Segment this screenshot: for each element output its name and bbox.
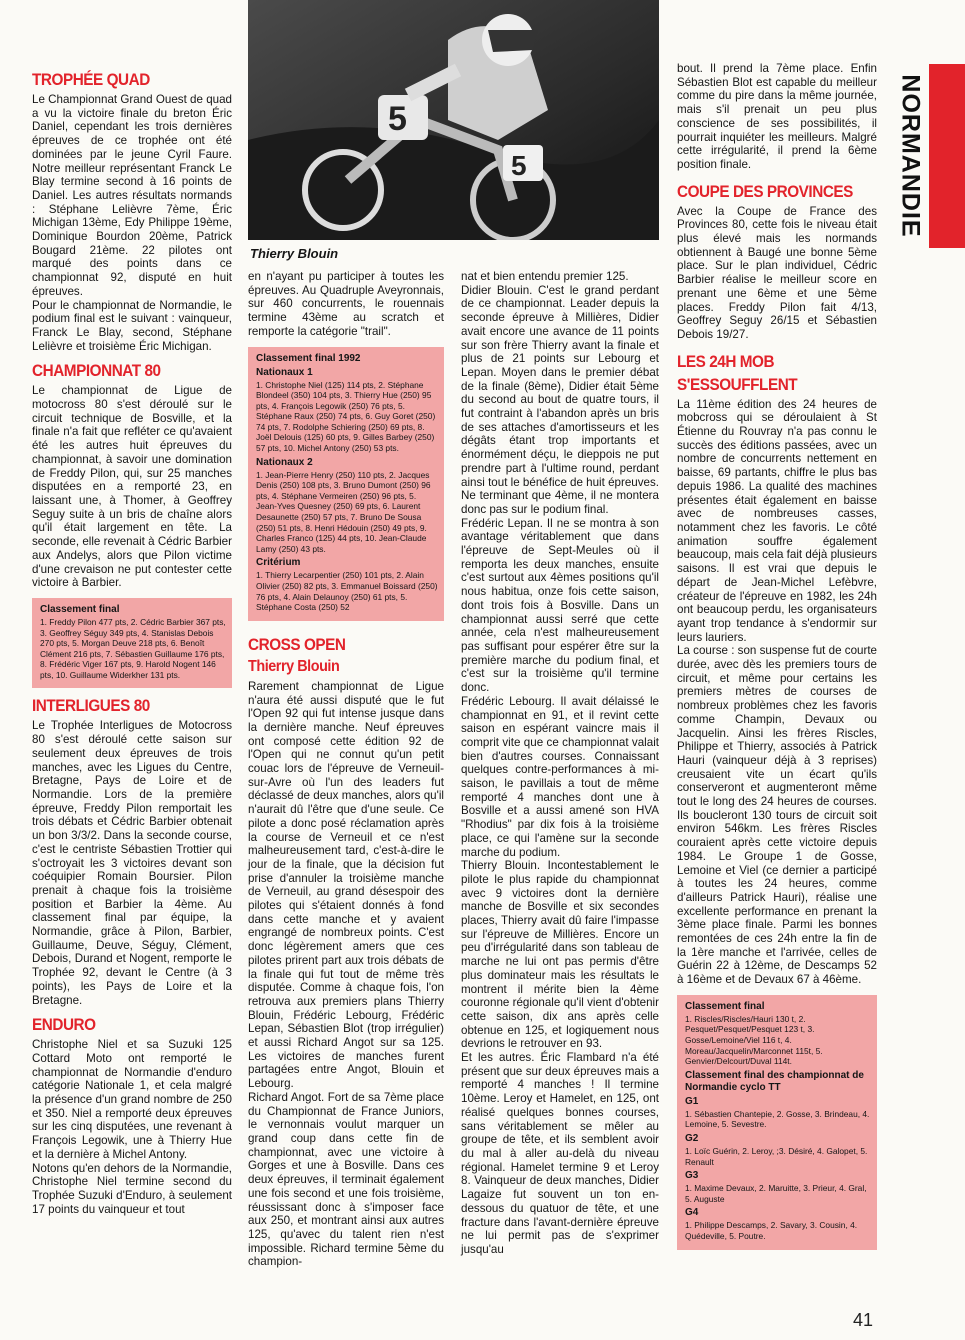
heading-trophee-quad: TROPHÉE QUAD	[32, 70, 150, 89]
heading-championnat-80: CHAMPIONNAT 80	[32, 361, 161, 381]
paragraph: La course : son suspense fut de courte durée, avec dès les premiers tours de circuit, et même pour certains les premiers mètres de courses de nombreux problèmes chez les favoris comme Champin, Devaux ou Jacquelin. Ainsi les frères Riscles, Philippe et Thierry, associés à Patrick Hauri (vainqueur déjà à 3 reprises) creusaient vite un écart qu'ils conserveront et augmenteront même tout le long des 24 heures de courses. Ils boucleront 130 tours de circuit soit environ 546km. Les frères Riscles couraient après cette victoire depuis 1984. Le Groupe 1 de Gosse, Lemoine et Viel (ce dernier a participé à toutes les 24 heures, comme d'ailleurs Patrick Hauri), réalise une excellente performance en prenant la 3ème place finale. Parmi les bonnes remontées de ces 24h entre la fin de la 1ère manche et l'arrivée, celles de Guérin 22 à 12ème, de Descamps 52 à 16ème et de Devaux 67 à 46ème.	[677, 644, 877, 987]
heading-thierry-blouin: Thierry Blouin	[248, 657, 340, 675]
paragraph: Le Championnat Grand Ouest de quad a vu la victoire finale du breton Éric Daniel, cependant les trois dernières épreuves de ce trophée ont été dominées par le jeune Cyril Faure. Notre meilleur représentant Franck Le Blay termine second à 16 points de Daniel. Les autres résultats normands : Stéphane Lelièvre 7ème, Éric Michigan 13ème, Edy Philippe 19ème, Dominique Bourdon 20ème, Patrick Bougard 21ème. 22 pilotes ont marqué des points dans ce championnat 92, disputé en huit épreuves.	[32, 93, 232, 298]
paragraph: Pour le championnat de Normandie, le podium final est le suivant : vainqueur, Franck Le Blay, second, Stéphane Lelièvre et troisième Éric Michigan.	[32, 298, 232, 353]
paragraph: bout. Il prend la 7ème place. Enfin Sébastien Blot est capable du meilleur comme du pire dans la même journée, mais s'il prenait un peu plus conscience de ses possibilités, il pourrait inquiéter les meilleurs. Malgré cette irrégularité, il prend la 6ème position finale.	[677, 62, 877, 171]
paragraph: Frédéric Lebourg. Il avait délaissé le championnat en 91, et il revint cette saison en espérant vaincre mais il comprit vite que ce championnat valait bien d'autres courses. Connaissant quelques contre-performances à mi-saison, le pavillais a tout de même remporté 4 manches dont une à Bosville et a aussi amené son HVA "Rhodius" par dix fois à la troisième place, ce qui l'amène sur la seconde marche du podium.	[461, 694, 659, 859]
results-box-text: 1. Riscles/Riscles/Hauri 130 t, 2. Pesquet/Pesquet/Pesquet 123 t, 3. Gosse/Lemoine/Viel 116 t, 4. Moreau/Jacquelin/Marconnet 115t, 5. Genvier/Delcourt/Duval 114t.	[685, 1013, 823, 1067]
results-box-text: 1. Jean-Pierre Henry (250) 110 pts, 2. Jacques Denis (250) 108 pts, 3. Bruno Dumont (250) 96 pts, 4. Stéphane Vermeiren (250) 96 pts, 5. Jean-Yves Quesney (250) 69 pts, 6. Laurent Desaunette (250) 57 pts, 7. Bruno De Sousa (250) 51 pts, 8. Henri Hédouin (250) 49 pts, 9. Charles Franco (125) 44 pts, 10. Jean-Claude Lamy (250) 43 pts.	[256, 469, 431, 554]
bike-number-side: 5	[511, 150, 527, 181]
heading-interligues-80: INTERLIGUES 80	[32, 696, 150, 716]
results-box-text: 1. Maxime Devaux, 2. Maruitte, 3. Prieur, 4. Gral, 5. Auguste	[685, 1183, 867, 1204]
paragraph: nat et bien entendu premier 125.	[461, 270, 629, 283]
results-box-text: 1. Freddy Pilon 477 pts, 2. Cédric Barbier 367 pts, 3. Geoffrey Séguy 349 pts, 4. Stanislas Debois 270 pts, 5. Morgan Deuve 218 pts, 6. Benoît Clément 216 pts, 7. Sébastien Guillaume 176 pts, 8. Frédéric Viger 167 pts, 9. Harold Nogent 146 pts, 10. Guillaume Widerkher 131 pts.	[40, 616, 226, 680]
paragraph: en n'ayant pu participer à toutes les épreuves. Au Quadruple Aveyronnais, sur 460 concurrents, le rouennais termine 43ème au scratch et remporte la catégorie "trail".	[248, 270, 444, 338]
column-2	[248, 270, 444, 1269]
results-box-title: Classement final	[40, 603, 120, 615]
results-box-title: Classement final des championnat de Normandie cyclo TT	[685, 1069, 864, 1093]
results-box-text: 1. Sébastien Chantepie, 2. Gosse, 3. Brindeau, 4. Lemoine, 5. Sevestre.	[685, 1108, 870, 1130]
paragraph: Didier Blouin. C'est le grand perdant de ce championnat. Leader depuis la seconde épreuve à Millières, Didier avait encore une avance de 11 points sur son frère Thierry avant la finale et plus de 21 points sur Lebourg et Lepan. Moyen dans le premier débat de la finale (8ème), Didier était 5ème du second au bout de quatre tours, il fut contraint à l'abandon après un bris de ses attaches d'amortisseurs et les dégâts étant trop importants et énormément déçu, le dieppois ne put prendre part à l'ultime round, perdant ainsi tout le bénéfice de huit épreuves. Ne terminant que 4ème, il ne montera donc pas sur le podium final.	[461, 283, 659, 516]
paragraph: Notons qu'en dehors de la Normandie, Christophe Niel termine second du Trophée Suzuki d'Enduro, à seulement 17 points du vainqueur et tout	[32, 1161, 232, 1216]
heading-cross-open: CROSS OPEN	[248, 634, 346, 654]
heading-24h-mob: LES 24H MOB	[677, 351, 775, 371]
results-box-text: 1. Philippe Descamps, 2. Savary, 3. Cousin, 4. Quédeville, 5. Poutre.	[685, 1220, 858, 1242]
results-box-title: Classement final	[685, 1000, 765, 1012]
results-box-title: Classement final 1992	[256, 352, 361, 364]
section-label-text: NORMANDIE	[896, 74, 925, 238]
results-box	[677, 995, 877, 1250]
paragraph: Avec la Coupe de France des Provinces 80, cette fois le niveau était plus élevé mais les normands obtiennent à Baugé une bonne 5ème place. Sur le plan individuel, Cédric Barbier réalise le meilleur score en prenant une 6ème et une 5ème places. Freddy Pilon fait 4/13, Geoffrey Seguy 26/15 et Sébastien Debois 19/27.	[677, 204, 877, 341]
paragraph: Le championnat de Ligue de motocross 80 s'est déroulé sur le circuit technique de Bosville, et la finale n'a fait que refléter ce qu'avaient été les autres huit épreuves du championnat, à savoir une domination de Freddy Pilon, qui, sur 25 manches disputées en a remporté 23, en laissant une, à Thomer, à Geoffrey Seguy suite à un bris de chaîne alors qu'il était largement en tête. La seconde, elle revenait à Cédric Barbier aux Andelys, alors que Pilon victime d'une crevaison ne put contester cette victoire à Barbier.	[32, 384, 232, 590]
heading-coupe-des-provinces: COUPE DES PROVINCES	[677, 181, 853, 201]
paragraph: Christophe Niel et sa Suzuki 125 Cottard Moto ont remporté le championnat de Normandie d'enduro catégorie Nationale 1, et cela malgré la présence d'un grand nombre de 250 et 350. Niel a remporté deux épreuves sur les cinq disputées, une revenant à François Legowik, une à Thierry Hue et la dernière à Michel Antony.	[32, 1038, 232, 1161]
page-number: 41	[853, 1310, 874, 1330]
results-subtitle: G3	[685, 1170, 699, 1182]
results-subtitle: Critérium	[256, 557, 301, 569]
paragraph: Le Trophée Interligues de Motocross 80 s'est déroulé cette saison sur seulement deux épreuves de trois manches, avec les Ligues du Centre, Bretagne, Pays de Loire et de Normandie. Lors de la première épreuve, Freddy Pilon remportait les trois débats et Cédric Barbier obtenait un bon 3/3/2. Dans la seconde course, c'est le centriste Sébastien Trottier qui s'octroyait les 3 victoires devant son coéquipier Romain Boursier. Pilon prenait à chaque fois la troisième position et Barbier la 4ème. Au classement final par équipe, la Normandie, grâce à Pilon, Barbier, Guillaume, Deuve, Séguy, Clément, Debois, Durand et Nogent, remporte le Trophée 92, devant le Centre (à 3 points), les Pays de Loire et la Bretagne.	[32, 719, 232, 1007]
results-box-text: 1. Loïc Guérin, 2. Leroy, ;3. Désiré, 4. Galopet, 5. Renault	[685, 1146, 868, 1167]
results-subtitle: Nationaux 2	[256, 456, 313, 468]
column-3	[461, 270, 659, 1257]
results-subtitle: G4	[685, 1207, 699, 1219]
rider-photo	[248, 0, 659, 240]
results-box	[248, 347, 444, 621]
results-box-text: 1. Christophe Niel (125) 114 pts, 2. Stéphane Blondeel (350) 104 pts, 3. Thierry Hue (250) 95 pts, 4. François Legowik (250) 76 pts, 5. Stéphane Raux (250) 74 pts, 6. Guy Goret (250) 74 pts, 7. Rodolphe Schiering (250) 69 pts, 8. Joël Delouis (125) 60 pts, 9. Gilles Barbey (250) 57 pts, 10. Michel Antony (250) 53 pts.	[256, 379, 436, 454]
heading-sessoufflent: S'ESSOUFFLENT	[677, 374, 798, 394]
motocross-rider-image	[248, 0, 659, 240]
column-1	[32, 62, 232, 1216]
results-subtitle: G2	[685, 1133, 699, 1145]
section-label	[897, 64, 923, 248]
paragraph: Richard Angot. Fort de sa 7ème place du Championnat de France Juniors, le vernonnais voulut marquer un grand coup dans cette fin de championnat, avec une victoire à Gorges et une à Bosville. Dans ces deux épreuves, il terminait également une fois second et une fois troisième, réussissant donc à s'imposer face aux 250, et montrant ainsi aux autres 125, qu'avec du talent rien n'est impossible. Richard termine 5ème du champion-	[248, 1090, 444, 1269]
photo-caption: Thierry Blouin	[250, 246, 339, 261]
section-red-bar	[929, 64, 965, 248]
results-subtitle: Nationaux 1	[256, 366, 313, 378]
heading-enduro: ENDURO	[32, 1015, 96, 1035]
bike-number: 5	[388, 100, 407, 138]
paragraph: Frédéric Lepan. Il ne se montra à son avantage véritablement que dans l'épreuve de Sept-Meules où il remporta les deux manches, ensuite c'est surtout aux 4èmes positions qu'il nous habitua, onze fois cette saison, dont trois fois à Bosville. Dans un championnat aussi serré que cette année, cela n'est malheureusement pas suffisant pour espérer être sur la première marche du podium final, et c'est sur la troisième qu'il termine donc.	[461, 516, 659, 695]
results-box-text: 1. Thierry Lecarpentier (250) 101 pts, 2. Alain Olivier (250) 82 pts, 3. Emmanuel Boissard (250) 76 pts, 4. Alain Delaunoy (250) 61 pts, 5. Stéphane Costa (250) 52	[256, 570, 438, 613]
paragraph: La 11ème édition des 24 heures de mobcross qui se déroulaient à St Étienne du Rouvray n'a pas connu le succès des éditions passées, avec un nombre de concurrents nettement en baisse, 69 partants, chiffre le plus bas depuis 1986. La qualité des machines présentes était également en baisse avec de nombreuses casses, notamment chez les favoris. Le côté animation souffre également beaucoup, mais cela fait déjà plusieurs saisons. Il est vrai que depuis le départ de Jean-Michel Lefèbvre, créateur de l'épreuve en 1982, les 24h ont beaucoup perdu, les organisateurs ayant trop tendance à s'endormir sur leurs lauriers.	[677, 397, 877, 644]
paragraph: Thierry Blouin. Incontestablement le pilote le plus rapide du championnat avec 9 victoires dont la dernière manche de Bosville et six secondes places, Thierry avait dû faire l'impasse sur l'épreuve de Millières. Encore un peu d'irrégularité dans son tableau de marche ne lui ont pas permis d'être plus dominateur mais les résultats le montrent il mérite bien la 4ème couronne régionale qu'il vient d'obtenir cette saison, dix ans après celle obtenue en 125, et logiquement nous devrions le retrouver en 93.	[461, 859, 659, 1051]
paragraph: Et les autres. Éric Flambard n'a été présent que sur deux épreuves mais a remporté 4 manches ! Il termine 10ème. Leroy et Hamelet, en 125, ont réalisé quelques bonnes courses, sans véritablement se mêler au groupe de tête, et ils semblent avoir du mal à aller au-delà du niveau régional. Hamelet termine 9 et Leroy 8. Vainqueur de deux manches, Didier Lagaize fut souvent un ton en-dessous du quatuor de tête, et une fracture dans l'avant-dernière épreuve ne lui permit pas de s'exprimer jusqu'au	[461, 1051, 659, 1256]
results-subtitle: G1	[685, 1095, 699, 1107]
column-4	[677, 62, 877, 1256]
paragraph: Rarement championnat de Ligue n'aura été aussi disputé que le fut l'Open 92 qui fut intense jusque dans la dernière manche. Neuf épreuves ont composé cette édition 92 de l'Open qui ne connut qu'un petit couac lors de l'épreuve de Verneuil-sur-Avre où l'un des leaders fut déclassé de deux manches, alors qu'il n'aurait dû l'être que d'une seule. Ce pilote a donc posé réclamation après la course de Verneuil et ce n'est malheureusement tard, c'est-à-dire le jour de la finale, que la décision fut prise d'annuler la troisième manche de Verneuil, au grand désespoir des pilotes qui s'étaient donnés à fond dans cette manche et y avaient engrangé de nombreux points. C'est donc légèrement amers que ces pilotes prirent part aux trois débats de la finale qui fut tout de même très disputée. Comme à chaque fois, l'on retrouva aux premiers plans Thierry Blouin, Frédéric Lebourg, Frédéric Lepan, Sébastien Blot (trop irrégulier) et aussi Richard Angot sur sa 125. Les victoires de manches furent partagées entre Angot, Blouin et Lebourg.	[248, 679, 444, 1091]
results-box	[32, 598, 232, 689]
